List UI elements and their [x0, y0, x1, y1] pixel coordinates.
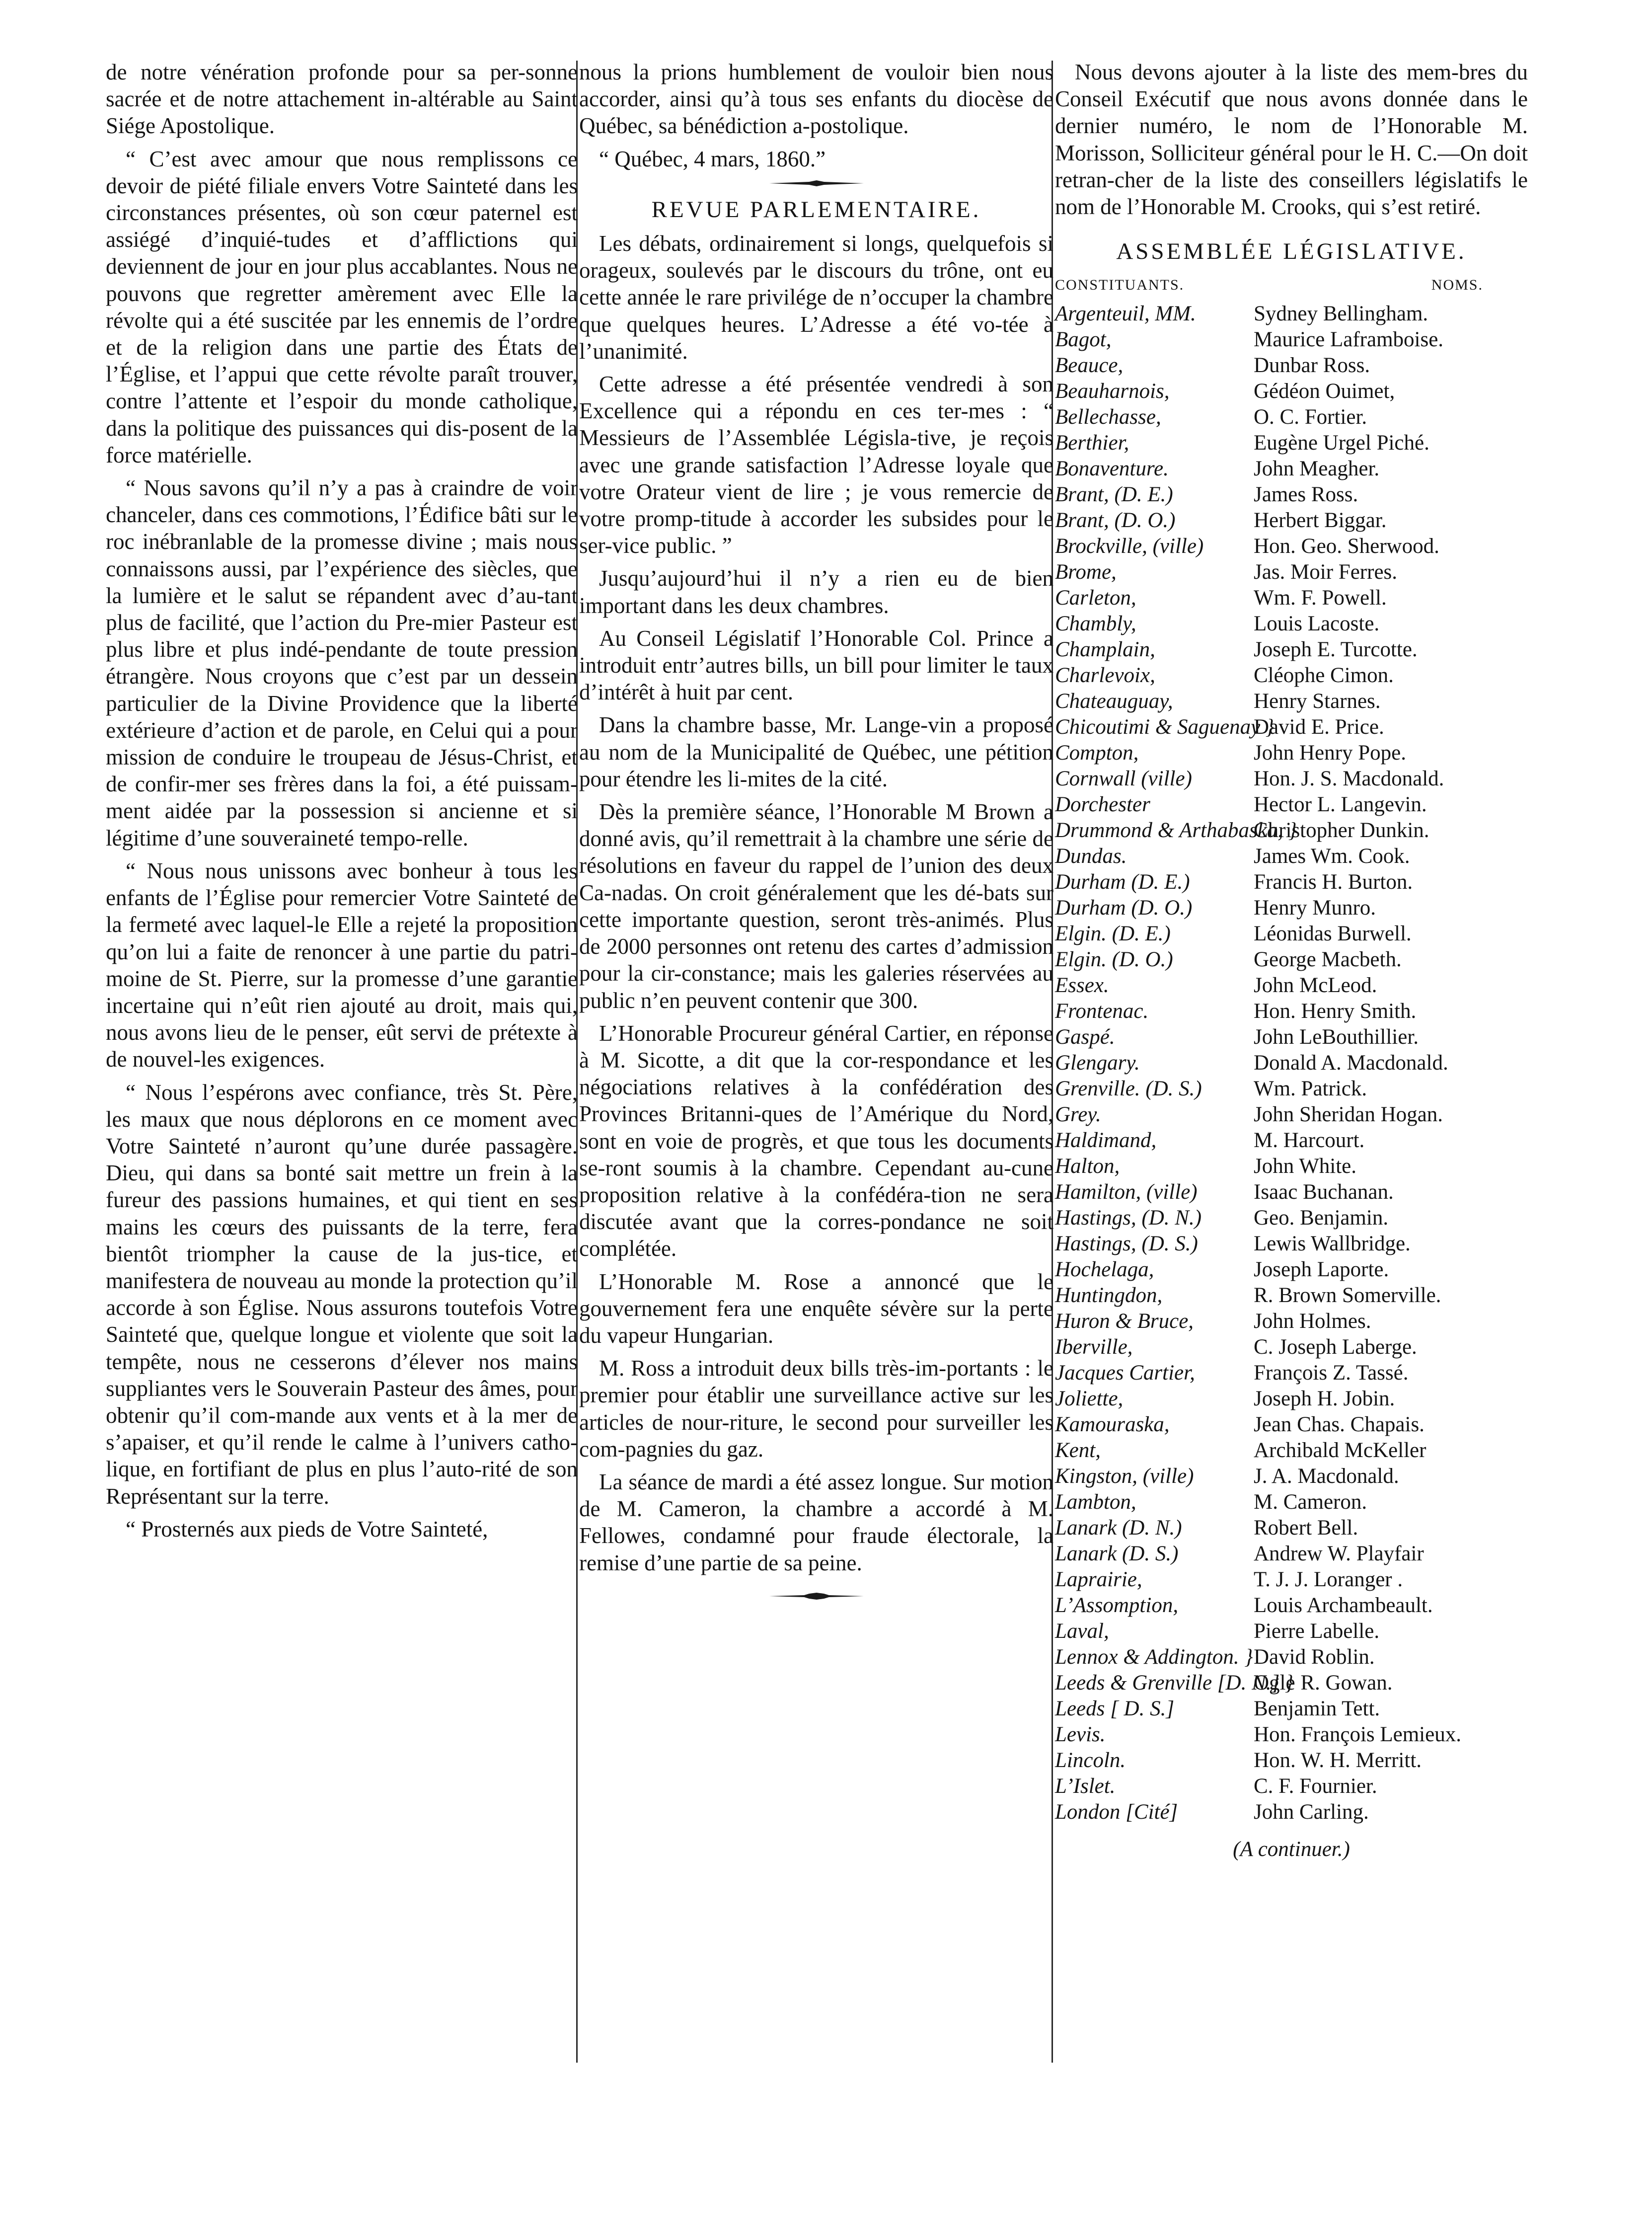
- constituency-cell: Durham (D. O.): [1055, 896, 1193, 920]
- section-heading: REVUE PARLEMENTAIRE.: [651, 196, 981, 223]
- member-name-cell: C. Joseph Laberge.: [1254, 1335, 1417, 1359]
- paragraph: Dès la première séance, l’Honorable M Brown a donné avis, qu’il remettrait à la chambre une série de résolutions en faveur du rappel de l’union des deux Ca-nadas. On croit généralement que les dé-bats sur cette importante question, seront très-animés. Plus de 2000 personnes ont retenu des cartes d’admission pour la cir-constance; mais les galeries réservées au public n’en peuvent contenir que 300.: [579, 799, 1053, 1013]
- member-name-cell: Maurice Laframboise.: [1254, 327, 1444, 351]
- paragraph: “ Prosternés aux pieds de Votre Sainteté,: [126, 1516, 488, 1542]
- continuation-note: [1055, 1836, 1528, 1863]
- member-name-cell: R. Brown Somerville.: [1254, 1283, 1441, 1307]
- constituency-cell: Lanark (D. N.): [1055, 1516, 1182, 1540]
- constituency-cell: Elgin. (D. E.): [1055, 922, 1171, 945]
- constituency-cell: Hastings, (D. N.): [1055, 1206, 1202, 1230]
- paragraph: Au Conseil Législatif l’Honorable Col. Prince a introduit entr’autres bills, un bill pour limiter le taux d’intérêt à huit par cent.: [579, 625, 1053, 705]
- member-name-cell: Hon. J. S. Macdonald.: [1254, 767, 1444, 790]
- constituency-cell: Lanark (D. S.): [1055, 1542, 1179, 1565]
- paragraph: Les débats, ordinairement si longs, quelquefois si orageux, soulevés par le discours du trône, ont eu cette année le rare privilége de n’occuper la chambre que quelques heures. L’Adresse a été vo-tée à l’unanimité.: [579, 231, 1053, 364]
- member-name-cell: Hon. W. H. Merritt.: [1254, 1748, 1422, 1772]
- paragraph: “ Nous nous unissons avec bonheur à tous les enfants de l’Église pour remercier Votre Sainteté de la fermeté avec laquel-le Elle a rejeté la proposition qu’on lui a faite de renoncer à une partie du patri-moine de St. Pierre, sur la promesse d’une garantie incertaine qui n’eût rien ajouté au droit, mais qui, nous avons lieu de le penser, eût servi de prétexte à de nouvel-les exigences.: [106, 858, 578, 1072]
- list-header-right: NOMS.: [1431, 277, 1483, 294]
- constituency-cell: Brome,: [1055, 560, 1117, 584]
- constituency-cell: Essex.: [1055, 973, 1109, 997]
- member-name-cell: Hector L. Langevin.: [1254, 792, 1427, 816]
- member-name-cell: Louis Archambeault.: [1254, 1593, 1433, 1617]
- constituency-cell: Argenteuil, MM.: [1055, 302, 1196, 325]
- constituency-cell: Iberville,: [1055, 1335, 1133, 1359]
- member-name-cell: T. J. J. Loranger .: [1254, 1567, 1403, 1591]
- constituency-cell: Laprairie,: [1055, 1567, 1142, 1591]
- member-name-cell: James Wm. Cook.: [1254, 844, 1410, 868]
- member-name-cell: Benjamin Tett.: [1254, 1697, 1380, 1720]
- member-name-cell: David Roblin.: [1254, 1645, 1375, 1669]
- member-name-cell: David E. Price.: [1254, 715, 1384, 739]
- dateline: “ Québec, 4 mars, 1860.”: [599, 146, 826, 171]
- paragraph: Jusqu’aujourd’hui il n’y a rien eu de bien important dans les deux chambres.: [579, 566, 1053, 618]
- member-name-cell: Isaac Buchanan.: [1254, 1180, 1394, 1204]
- constituency-cell: Hamilton, (ville): [1055, 1180, 1198, 1204]
- member-name-cell: Henry Starnes.: [1254, 689, 1381, 713]
- paragraph: “ C’est avec amour que nous remplissons ce devoir de piété filiale envers Votre Sainteté dans les circonstances présentes, où son cœur paternel est assiégé d’inquié-tudes et d’afflictions qui deviennent de jour en jour plus accablantes. Nous ne pouvons que regretter amèrement avec Elle la révolte qui a été suscitée par les ennemis de l’ordre et de la religion dans une partie des États de l’Église, et l’appui que cette révolte paraît trouver, contre l’attente et l’espoir du monde catholique, dans la politique des puissances qui dis-posent de la force matérielle.: [106, 146, 578, 467]
- member-name-cell: John Henry Pope.: [1254, 741, 1406, 765]
- member-name-cell: O. C. Fortier.: [1254, 405, 1367, 429]
- member-name-cell: John White.: [1254, 1154, 1357, 1178]
- constituency-cell: Huntingdon,: [1055, 1283, 1163, 1307]
- constituency-cell: Grenville. (D. S.): [1055, 1077, 1202, 1100]
- constituency-cell: Kent,: [1055, 1438, 1101, 1462]
- member-name-cell: Wm. Patrick.: [1254, 1077, 1367, 1100]
- constituency-cell: Laval,: [1055, 1619, 1109, 1643]
- list-header: [1055, 272, 1528, 299]
- constituency-cell: Drummond & Arthabaska, }: [1055, 818, 1297, 842]
- member-name-cell: Joseph H. Jobin.: [1254, 1387, 1395, 1410]
- member-name-cell: John Holmes.: [1254, 1309, 1371, 1333]
- member-name-cell: Andrew W. Playfair: [1254, 1542, 1424, 1565]
- member-name-cell: C. F. Fournier.: [1254, 1774, 1377, 1798]
- column-1: [106, 59, 578, 1548]
- constituency-cell: Leeds [ D. S.]: [1055, 1697, 1175, 1720]
- constituency-cell: Dorchester: [1055, 792, 1150, 816]
- constituency-cell: Lambton,: [1055, 1490, 1136, 1514]
- member-name-cell: Joseph E. Turcotte.: [1254, 637, 1418, 661]
- constituency-cell: L’Islet.: [1055, 1774, 1116, 1798]
- member-name-cell: Jas. Moir Ferres.: [1254, 560, 1398, 584]
- constituency-cell: Bellechasse,: [1055, 405, 1161, 429]
- section-heading: ASSEMBLÉE LÉGISLATIVE.: [1116, 238, 1467, 265]
- constituency-cell: Carleton,: [1055, 586, 1136, 610]
- member-name-cell: Gédéon Ouimet,: [1254, 379, 1395, 403]
- constituency-cell: Champlain,: [1055, 637, 1155, 661]
- constituency-cell: Chambly,: [1055, 612, 1136, 635]
- constituency-cell: Jacques Cartier,: [1055, 1361, 1195, 1385]
- member-name-cell: Hon. Henry Smith.: [1254, 999, 1417, 1023]
- member-name-cell: John Meagher.: [1254, 457, 1380, 480]
- member-name-cell: Cléophe Cimon.: [1254, 663, 1394, 687]
- member-name-cell: Joseph Laporte.: [1254, 1257, 1389, 1281]
- member-name-cell: Hon. François Lemieux.: [1254, 1722, 1461, 1746]
- member-name-cell: Louis Lacoste.: [1254, 612, 1380, 635]
- member-name-cell: Sydney Bellingham.: [1254, 302, 1428, 325]
- constituency-cell: Gaspé.: [1055, 1025, 1115, 1049]
- paragraph: L’Honorable M. Rose a annoncé que le gouvernement fera une enquête sévère sur la perte du vapeur Hungarian.: [579, 1269, 1053, 1348]
- member-name-cell: Wm. F. Powell.: [1254, 586, 1387, 610]
- constituency-cell: L’Assomption,: [1055, 1593, 1179, 1617]
- constituency-cell: Bonaventure.: [1055, 457, 1169, 480]
- list-header-left: CONSTITUANTS.: [1055, 277, 1185, 294]
- constituency-cell: Grey.: [1055, 1102, 1101, 1126]
- member-name-cell: Léonidas Burwell.: [1254, 922, 1412, 945]
- constituency-cell: Glengary.: [1055, 1051, 1140, 1075]
- constituency-cell: Chicoutimi & Saguenay }: [1055, 715, 1275, 739]
- member-name-cell: James Ross.: [1254, 482, 1358, 506]
- constituency-cell: London [Cité]: [1055, 1800, 1178, 1824]
- paragraph: de notre vénération profonde pour sa per-sonne sacrée et de notre attachement in-altérable au Saint Siége Apostolique.: [106, 60, 578, 139]
- paragraph: “ Nous savons qu’il n’y a pas à craindre de voir chanceler, dans ces commotions, l’Édifice bâti sur le roc inébranlable de la promesse divine ; mais nous connaissons aussi, par l’expérience des siècles, que la lumière et le salut se répandent avec d’au-tant plus de facilité, que l’action du Pre-mier Pasteur est plus libre et plus indé-pendante de toute pression étrangère. Nous croyons que c’est par un dessein particulier de la Divine Providence que la liberté extérieure d’action et de parole, en Celui qui a pour mission de conduire le troupeau de Jésus-Christ, et de confir-mer ses frères dans la foi, a été puissam-ment aidée par la possession si ancienne et si légitime d’une souveraineté tempo-relle.: [106, 475, 578, 850]
- column-2: [579, 59, 1053, 1608]
- member-name-cell: Hon. Geo. Sherwood.: [1254, 534, 1439, 558]
- member-name-cell: John McLeod.: [1254, 973, 1377, 997]
- constituency-cell: Compton,: [1055, 741, 1139, 765]
- member-name-cell: M. Harcourt.: [1254, 1128, 1365, 1152]
- member-name-cell: John Sheridan Hogan.: [1254, 1102, 1443, 1126]
- constituency-cell: Joliette,: [1055, 1387, 1124, 1410]
- member-name-cell: George Macbeth.: [1254, 947, 1402, 971]
- constituency-cell: Lennox & Addington. }: [1055, 1645, 1253, 1669]
- constituency-cell: Charlevoix,: [1055, 663, 1155, 687]
- member-list: [1055, 301, 1528, 1825]
- constituency-cell: Halton,: [1055, 1154, 1120, 1178]
- constituency-cell: Levis.: [1055, 1722, 1106, 1746]
- member-name-cell: Henry Munro.: [1254, 896, 1376, 920]
- paragraph: “ Nous l’espérons avec confiance, très St. Père, les maux que nous déplorons en ce moment avec Votre Sainteté n’auront qu’une durée passagère. Dieu, qui dans sa bonté sait mettre un frein à la fureur des passions humaines, et qui tient en ses mains les cœurs des puissants de la terre, fera bientôt triompher la cause de la jus-tice, et manifestera de nouveau au monde la protection qu’il accorde à son Église. Nous assurons toutefois Votre Sainteté que, quelque longue et violente que soit la tempête, nous ne cesserons d’élever nos mains suppliantes vers le Souverain Pasteur des âmes, pour obtenir qu’il com-mande aux vents et à la mer de s’apaiser, et qu’il rende le calme à l’univers catho-lique, en fortifiant de plus en plus l’auto-rité de son Représentant sur la terre.: [106, 1080, 578, 1509]
- paragraph: nous la prions humblement de vouloir bien nous accorder, ainsi qu’à tous ses enfants du diocèse de Québec, sa bénédiction a-postolique.: [579, 60, 1053, 139]
- constituency-cell: Brockville, (ville): [1055, 534, 1204, 558]
- constituency-cell: Elgin. (D. O.): [1055, 947, 1173, 971]
- constituency-cell: Frontenac.: [1055, 999, 1149, 1023]
- member-name-cell: Lewis Wallbridge.: [1254, 1232, 1411, 1255]
- member-name-cell: François Z. Tassé.: [1254, 1361, 1409, 1385]
- paragraph: L’Honorable Procureur général Cartier, en réponse à M. Sicotte, a dit que la cor-respondance et les négociations relatives à la confédération des Provinces Britanni-ques de l’Amérique du Nord, sont en voie de progrès, et que tous les documents se-ront soumis à la chambre. Cependant au-cune proposition relative à la confédéra-tion ne sera discutée avant que la corres-pondance ne soit complétée.: [579, 1020, 1053, 1261]
- member-name-cell: Donald A. Macdonald.: [1254, 1051, 1448, 1075]
- constituency-cell: Cornwall (ville): [1055, 767, 1192, 790]
- constituency-cell: Brant, (D. E.): [1055, 482, 1173, 506]
- member-name-cell: Pierre Labelle.: [1254, 1619, 1380, 1643]
- member-name-cell: Herbert Biggar.: [1254, 508, 1387, 532]
- constituency-cell: Huron & Bruce,: [1055, 1309, 1194, 1333]
- member-name-cell: John Carling.: [1254, 1800, 1369, 1824]
- continuation-text: (A continuer.): [1233, 1837, 1350, 1861]
- constituency-cell: Chateauguay,: [1055, 689, 1173, 713]
- constituency-cell: Dundas.: [1055, 844, 1127, 868]
- constituency-cell: Brant, (D. O.): [1055, 508, 1176, 532]
- ornamental-rule: [769, 1591, 864, 1601]
- constituency-cell: Leeds & Grenville [D. N.] }: [1055, 1671, 1294, 1695]
- constituency-cell: Kamouraska,: [1055, 1412, 1170, 1436]
- member-name-cell: Christopher Dunkin.: [1254, 818, 1429, 842]
- column-3: [1055, 59, 1528, 1863]
- constituency-cell: Beauce,: [1055, 353, 1124, 377]
- constituency-cell: Hastings, (D. S.): [1055, 1232, 1198, 1255]
- member-name-cell: Francis H. Burton.: [1254, 870, 1413, 894]
- paragraph: La séance de mardi a été assez longue. Sur motion de M. Cameron, la chambre a accordé à M. Fellowes, condamné pour fraude électorale, la remise d’une partie de sa peine.: [579, 1469, 1053, 1575]
- paragraph: Dans la chambre basse, Mr. Lange-vin a proposé au nom de la Municipalité de Québec, une pétition pour étendre les li-mites de la cité.: [579, 712, 1053, 791]
- constituency-cell: Kingston, (ville): [1055, 1464, 1194, 1488]
- paragraph: Nous devons ajouter à la liste des mem-bres du Conseil Exécutif que nous avons donnée dans le dernier numéro, le nom de l’Honorable M. Morisson, Solliciteur général pour le H. C.—On doit retran-cher de la liste des conseillers législatifs le nom de l’Honorable M. Crooks, qui s’est retiré.: [1055, 60, 1528, 220]
- member-name-cell: J. A. Macdonald.: [1254, 1464, 1399, 1488]
- paragraph: M. Ross a introduit deux bills très-im-portants : le premier pour établir une surveillance active sur les articles de nour-riture, le second pour surveiller les com-pagnies du gaz.: [579, 1356, 1053, 1462]
- constituency-cell: Haldimand,: [1055, 1128, 1157, 1152]
- ornamental-rule: [769, 178, 864, 188]
- member-name-cell: Archibald McKeller: [1254, 1438, 1427, 1462]
- paragraph: Cette adresse a été présentée vendredi à son Excellence qui a répondu en ces ter-mes : “ Messieurs de l’Assemblée Législa-tive, je reçois avec une grande satisfaction l’Adresse loyale que votre Orateur vient de lire ; je vous remercie de votre promp-titude à accorder les subsides pour le ser-vice public. ”: [579, 372, 1053, 558]
- member-name-cell: Robert Bell.: [1254, 1516, 1358, 1540]
- member-name-cell: M. Cameron.: [1254, 1490, 1367, 1514]
- constituency-cell: Lincoln.: [1055, 1748, 1126, 1772]
- constituency-cell: Hochelaga,: [1055, 1257, 1154, 1281]
- member-name-cell: Ogle R. Gowan.: [1254, 1671, 1393, 1695]
- constituency-cell: Berthier,: [1055, 431, 1129, 455]
- member-name-cell: Geo. Benjamin.: [1254, 1206, 1389, 1230]
- constituency-cell: Bagot,: [1055, 327, 1112, 351]
- member-name-cell: Jean Chas. Chapais.: [1254, 1412, 1425, 1436]
- constituency-cell: Durham (D. E.): [1055, 870, 1190, 894]
- member-name-cell: Eugène Urgel Piché.: [1254, 431, 1429, 455]
- member-name-cell: John LeBouthillier.: [1254, 1025, 1419, 1049]
- member-name-cell: Dunbar Ross.: [1254, 353, 1370, 377]
- constituency-cell: Beauharnois,: [1055, 379, 1170, 403]
